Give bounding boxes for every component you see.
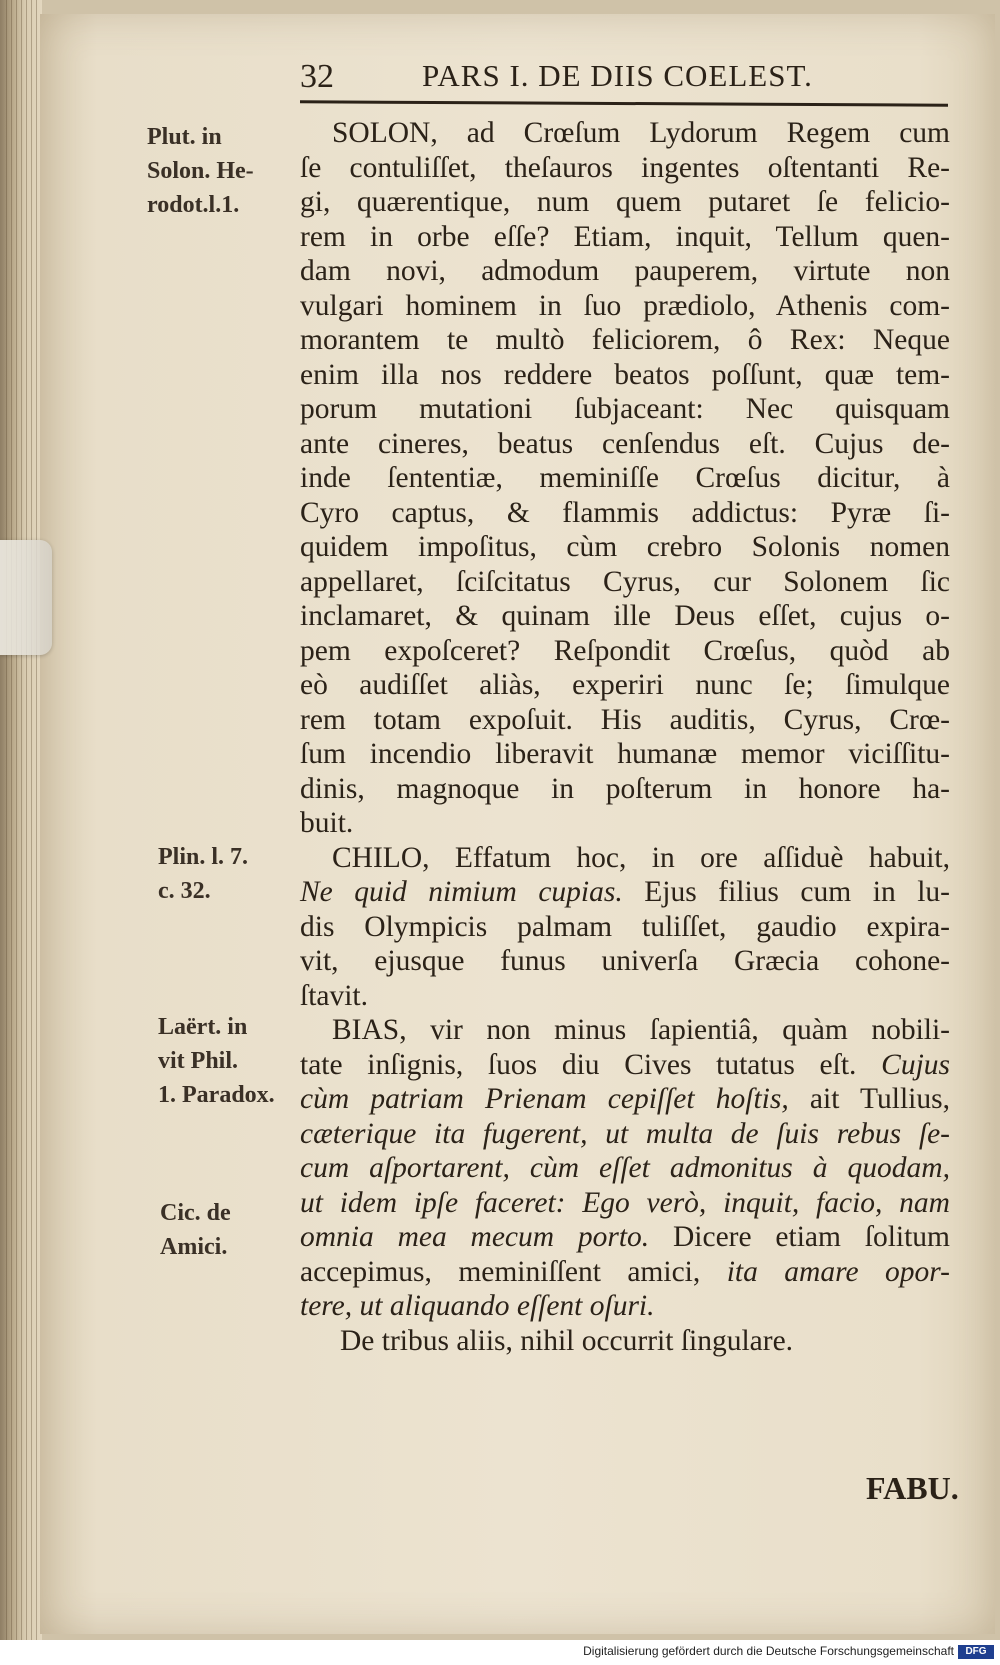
text-line: omnia mea mecum porto. Dicere etiam ſolitum [300, 1221, 950, 1253]
marginal-note-line: Plin. l. 7. [158, 844, 249, 870]
text-line: dinis, magnoque in poſterum in honore ha- [300, 772, 950, 805]
text-line: cæterique ita fugerent, ut multa de ſuis rebus ſe- [300, 1117, 950, 1150]
text-line: appellaret, ſciſcitatus Cyrus, cur Solonem ſic [300, 565, 950, 598]
text-line: cùm patriam Prienam cepiſſet hoſtis, ait Tullius, [300, 1083, 950, 1115]
marginal-note-line: 1. Paradox. [158, 1082, 275, 1108]
marginal-note-laertius [158, 1010, 275, 1112]
text-line: accepimus, meminiſſent amici, ita amare opor- [300, 1255, 950, 1288]
marginal-note-line: Solon. He- [147, 158, 254, 184]
catchword: FABU. [866, 1470, 959, 1506]
marginal-note-line: rodot.l.1. [147, 192, 240, 218]
marginal-note-pliny [158, 840, 248, 908]
text-line: quidem impoſitus, cùm crebro Solonis nomen [300, 531, 950, 563]
text-line: SOLON, ad Crœſum Lydorum Regem cum [332, 117, 950, 149]
text-line: morantem te multò feliciorem, ô Rex: Neque [300, 324, 950, 356]
text-line: dam novi, admodum pauperem, virtute non [300, 255, 950, 287]
running-title: PARS I. DE DIIS COELEST. [422, 58, 813, 93]
text-line: ſe contuliſſet, theſauros ingentes oſtentanti Re- [300, 151, 950, 184]
text-line: inde ſententiæ, meminiſſe Crœſus dicitur, à [300, 462, 950, 494]
text-line: CHILO, Effatum hoc, in ore aſſiduè habuit, [332, 841, 950, 874]
text-line: vulgari hominem in ſuo prædiolo, Athenis com- [300, 289, 950, 322]
bookmark-tab [0, 540, 52, 655]
marginal-note-line: Amici. [160, 1234, 228, 1260]
marginal-note-line: vit Phil. [158, 1048, 239, 1074]
text-line: cum aſportarent, cùm eſſet admonitus à quodam, [300, 1152, 950, 1184]
text-line: buit. [300, 807, 354, 839]
digitization-footer [0, 1640, 1000, 1665]
text-line: inclamaret, & quinam ille Deus eſſet, cujus o- [300, 600, 950, 632]
text-line: rem totam expoſuit. His auditis, Cyrus, Crœ- [300, 703, 950, 736]
marginal-note-line: c. 32. [158, 878, 211, 904]
marginal-note-plutarch [147, 120, 254, 222]
marginal-note-cicero [160, 1196, 231, 1264]
text-line: vit, ejusque funus univerſa Græcia cohone- [300, 945, 950, 977]
text-line: Ne quid nimium cupias. Ejus filius cum in lu- [300, 876, 950, 908]
text-line: tere, ut aliquando eſſent oſuri. [300, 1290, 655, 1322]
marginal-note-line: Plut. in [147, 124, 222, 150]
marginal-note-line: Laërt. in [158, 1014, 248, 1040]
text-line: Cyro captus, & flammis addictus: Pyræ ſi- [300, 496, 950, 529]
text-line: rem in orbe eſſe? Etiam, inquit, Tellum quen- [300, 220, 950, 253]
text-line: enim illa nos reddere beatos poſſunt, quæ tem- [300, 358, 950, 391]
text-line: tate inſignis, ſuos diu Cives tutatus eſt. Cujus [300, 1048, 950, 1081]
text-line: ut idem ipſe faceret: Ego verò, inquit, facio, nam [300, 1186, 950, 1219]
text-line: ante cineres, beatus cenſendus eſt. Cujus de- [300, 427, 950, 460]
text-line: BIAS, vir non minus ſapientiâ, quàm nobili- [332, 1014, 950, 1046]
text-line: gi, quærentique, num quem putaret ſe felicio- [300, 186, 950, 218]
text-line: eò audiſſet aliàs, experiri nunc ſe; ſimulque [300, 669, 950, 701]
page-number: 32 [300, 58, 334, 95]
text-line: ſtavit. [300, 979, 369, 1012]
text-line: ſum incendio liberavit humanæ memor viciſſitu- [300, 738, 950, 770]
text-line: dis Olympicis palmam tuliſſet, gaudio expira- [300, 910, 950, 943]
dfg-logo: DFG [958, 1645, 994, 1659]
text-line: pem expoſceret? Reſpondit Crœſus, quòd ab [300, 634, 950, 667]
footer-credit: Digitalisierung gefördert durch die Deutsche Forschungsgemeinschaft [583, 1644, 954, 1658]
page-edges [6, 0, 40, 1640]
text-line: De tribus aliis, nihil occurrit ſingulare. [340, 1324, 794, 1357]
marginal-note-line: Cic. de [160, 1200, 231, 1226]
running-head [300, 58, 860, 94]
text-line: porum mutationi ſubjaceant: Nec quisquam [300, 393, 950, 425]
body-text [300, 116, 950, 1358]
